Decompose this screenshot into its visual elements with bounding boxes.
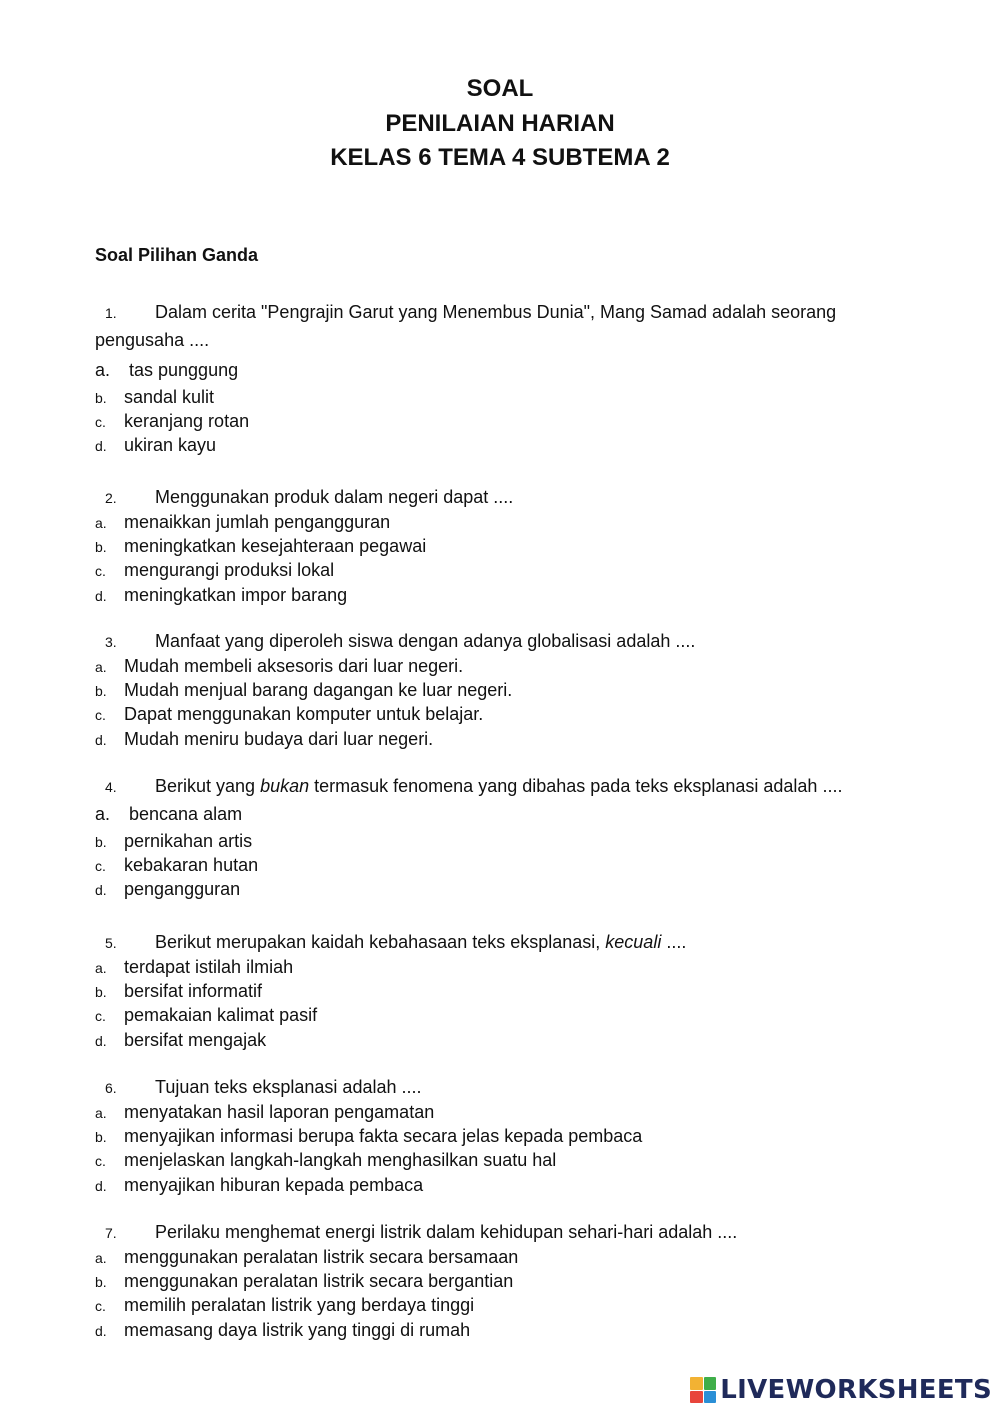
question-number: 4. <box>105 779 117 795</box>
question-text: Menggunakan produk dalam negeri dapat .... <box>155 487 514 507</box>
option-c[interactable]: c. Dapat menggunakan komputer untuk belajar. <box>95 704 484 725</box>
question-5 <box>95 930 935 1052</box>
option-a[interactable]: a. bencana alam <box>95 804 243 824</box>
liveworksheets-brand[interactable] <box>690 1375 992 1405</box>
title-line-1: SOAL <box>466 75 534 102</box>
option-a[interactable]: a. menyatakan hasil laporan pengamatan <box>95 1102 435 1122</box>
option-b[interactable]: b. Mudah menjual barang dagangan ke luar negeri. <box>95 680 513 701</box>
question-text: Perilaku menghemat energi listrik dalam kehidupan sehari-hari adalah .... <box>155 1222 738 1242</box>
question-4 <box>95 774 935 902</box>
option-a[interactable]: a. tas punggung <box>95 360 239 380</box>
option-a[interactable]: a. Mudah membeli aksesoris dari luar negeri. <box>95 656 464 676</box>
option-d[interactable]: d. Mudah meniru budaya dari luar negeri. <box>95 728 434 749</box>
options-list <box>95 355 935 458</box>
section-title: Soal Pilihan Ganda <box>95 245 259 265</box>
document-header <box>0 72 1000 176</box>
question-text: Dalam cerita "Pengrajin Garut yang Menembus Dunia", Mang Samad adalah seorang <box>155 302 837 322</box>
option-d[interactable]: d. pengangguran <box>95 879 241 900</box>
question-text: Tujuan teks eksplanasi adalah .... <box>155 1077 422 1097</box>
options-list <box>95 799 935 902</box>
option-b[interactable]: b. pernikahan artis <box>95 831 253 851</box>
option-d[interactable]: d. meningkatkan impor barang <box>95 584 348 605</box>
option-d[interactable]: d. bersifat mengajak <box>95 1029 267 1050</box>
question-number: 5. <box>105 935 117 951</box>
option-b[interactable]: b. meningkatkan kesejahteraan pegawai <box>95 536 427 557</box>
question-6 <box>95 1075 935 1197</box>
option-d[interactable]: d. ukiran kayu <box>95 435 217 456</box>
title-line-3: KELAS 6 TEMA 4 SUBTEMA 2 <box>330 144 670 171</box>
emphasis-text: bukan <box>260 776 310 796</box>
question-number: 1. <box>105 305 117 321</box>
option-c[interactable]: c. mengurangi produksi lokal <box>95 560 335 581</box>
option-c[interactable]: c. keranjang rotan <box>95 411 250 432</box>
option-c[interactable]: c. pemakaian kalimat pasif <box>95 1005 318 1026</box>
question-number: 6. <box>105 1080 117 1096</box>
option-c[interactable]: c. menjelaskan langkah-langkah menghasilkan suatu hal <box>95 1150 557 1171</box>
question-number: 2. <box>105 490 117 506</box>
option-b[interactable]: b. sandal kulit <box>95 387 215 407</box>
question-2 <box>95 485 935 607</box>
options-list <box>95 955 935 1052</box>
question-number: 3. <box>105 634 117 650</box>
option-d[interactable]: d. memasang daya listrik yang tinggi di rumah <box>95 1319 471 1340</box>
option-b[interactable]: b. bersifat informatif <box>95 981 263 1002</box>
emphasis-text: kecuali <box>605 932 662 952</box>
option-d[interactable]: d. menyajikan hiburan kepada pembaca <box>95 1174 424 1195</box>
options-list <box>95 1100 935 1197</box>
option-c[interactable]: c. kebakaran hutan <box>95 855 259 876</box>
question-text: Berikut yang bukan termasuk fenomena yang dibahas pada teks eksplanasi adalah .... <box>155 776 843 796</box>
option-c[interactable]: c. memilih peralatan listrik yang berdaya tinggi <box>95 1295 475 1316</box>
question-text: Manfaat yang diperoleh siswa dengan adanya globalisasi adalah .... <box>155 631 696 651</box>
title-line-2: PENILAIAN HARIAN <box>385 109 615 137</box>
question-7 <box>95 1220 935 1342</box>
options-list <box>95 510 935 607</box>
option-a[interactable]: a. menggunakan peralatan listrik secara bersamaan <box>95 1247 519 1267</box>
option-b[interactable]: b. menyajikan informasi berupa fakta secara jelas kepada pembaca <box>95 1126 643 1147</box>
question-text-continued: pengusaha .... <box>95 330 210 350</box>
question-text: Berikut merupakan kaidah kebahasaan teks eksplanasi, kecuali .... <box>155 932 687 952</box>
question-3 <box>95 629 935 751</box>
option-a[interactable]: a. terdapat istilah ilmiah <box>95 957 294 977</box>
question-number: 7. <box>105 1225 117 1241</box>
option-a[interactable]: a. menaikkan jumlah pengangguran <box>95 512 391 532</box>
question-1 <box>95 300 935 458</box>
brand-name: LIVEWORKSHEETS <box>720 1375 992 1405</box>
options-list <box>95 1245 935 1342</box>
option-b[interactable]: b. menggunakan peralatan listrik secara bergantian <box>95 1271 514 1292</box>
options-list <box>95 654 935 751</box>
liveworksheets-logo-icon <box>690 1377 716 1403</box>
